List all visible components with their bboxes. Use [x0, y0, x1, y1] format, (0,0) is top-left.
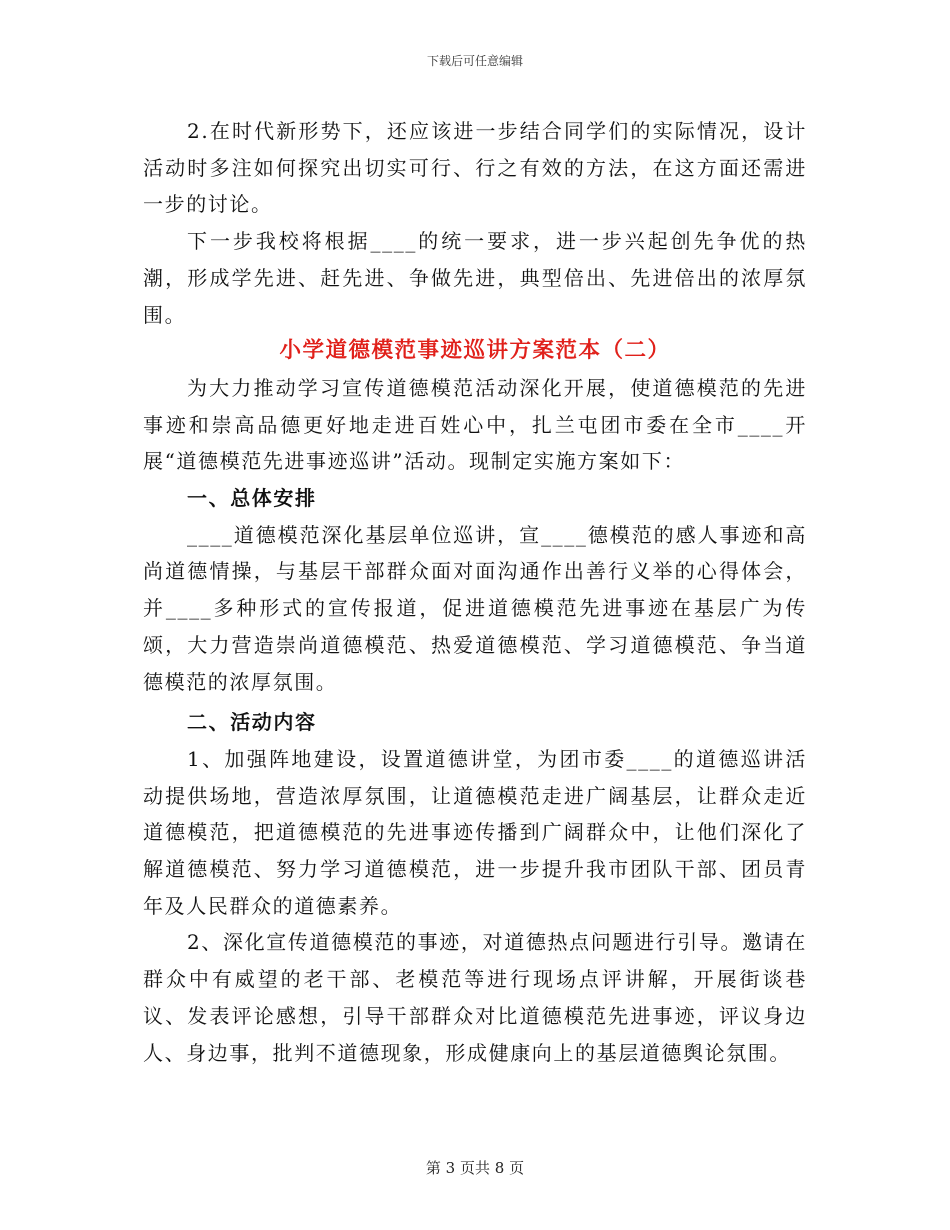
paragraph-intro: 为大力推动学习宣传道德模范活动深化开展，使道德模范的先进事迹和崇高品德更好地走进百姓心中，扎兰屯团市委在全市____开展“道德模范先进事迹巡讲”活动。现制定实施方案如下：	[143, 375, 807, 474]
document-body	[143, 113, 807, 1071]
heading-overall-arrangement: 一、总体安排	[187, 486, 317, 511]
paragraph-activity-1: 1、加强阵地建设，设置道德讲堂，为团市委____的道德巡讲活动提供场地，营造浓厚氛围，让道德模范走进广阔基层，让群众走近道德模范，把道德模范的先进事迹传播到广阔群众中，让他们深化了解道德模范、努力学习道德模范，进一步提升我市团队干部、团员青年及人民群众的道德素养。	[143, 746, 807, 918]
paragraph-next-steps: 下一步我校将根据____的统一要求，进一步兴起创先争优的热潮，形成学先进、赶先进、争做先进，典型倍出、先进倍出的浓厚氛围。	[143, 229, 807, 327]
heading-activity-content: 二、活动内容	[187, 710, 317, 735]
paragraph-arrangement: ____道德模范深化基层单位巡讲，宣____德模范的感人事迹和高尚道德情操，与基层干部群众面对面沟通作出善行义举的心得体会，并____多种形式的宣传报道，促进道德模范先进事迹在基层广为传颂，大力营造崇尚道德模范、热爱道德模范、学习道德模范、争当道德模范的浓厚氛围。	[143, 522, 807, 694]
page-header: 下载后可任意编辑	[426, 54, 523, 68]
section-title: 小学道德模范事迹巡讲方案范本（二）	[279, 338, 671, 364]
page-footer: 第 3 页共 8 页	[425, 1159, 525, 1177]
paragraph-summary-point-2: 2.在时代新形势下，还应该进一步结合同学们的实际情况，设计活动时多注如何探究出切实可行、行之有效的方法，在这方面还需进一步的讨论。	[143, 119, 807, 217]
paragraph-activity-2: 2、深化宣传道德模范的事迹，对道德热点问题进行引导。邀请在群众中有威望的老干部、老模范等进行现场点评讲解，开展街谈巷议、发表评论感想，引导干部群众对比道德模范先进事迹，评议身边人、身边事，批判不道德现象，形成健康向上的基层道德舆论氛围。	[143, 930, 807, 1065]
